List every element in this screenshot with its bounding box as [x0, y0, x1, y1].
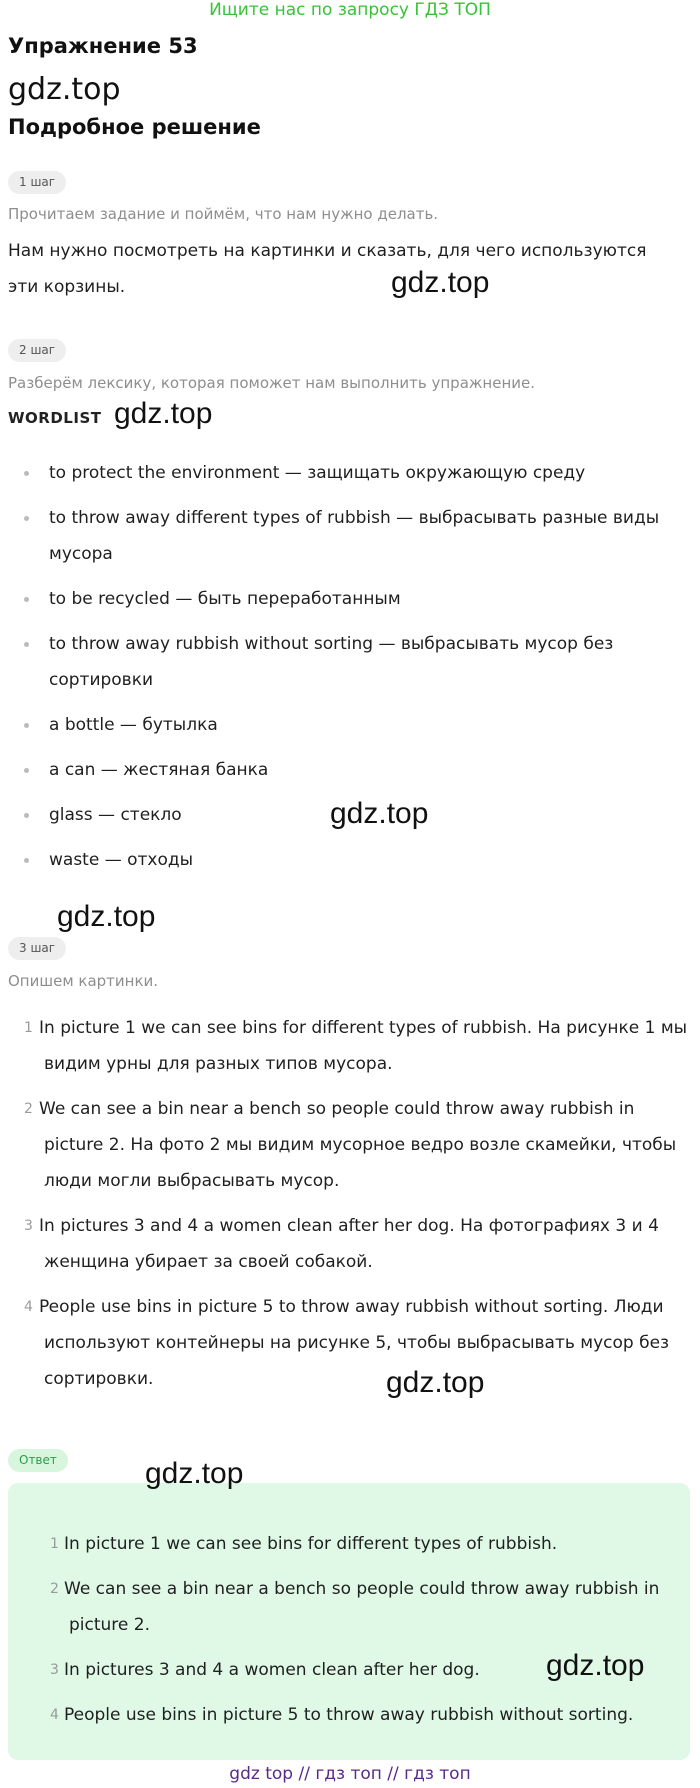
bullet-icon [24, 642, 29, 647]
list-item [0, 1208, 690, 1280]
item-text: We can see a bin near a bench so people could throw away rubbish in [64, 1579, 660, 1599]
word-entry: glass — стекло [49, 805, 182, 825]
watermark: gdz.top [57, 900, 156, 933]
item-number: 3 [50, 1662, 59, 1678]
item-text: People use bins in picture 5 to throw away rubbish without sorting. [64, 1705, 634, 1725]
item-number: 4 [50, 1707, 59, 1723]
bullet-icon [24, 858, 29, 863]
step-1-hint: Прочитаем задание и поймём, что нам нужно делать. [8, 205, 439, 223]
list-item [8, 1571, 668, 1643]
picture-descriptions [0, 1010, 690, 1406]
item-text: We can see a bin near a bench so people could throw away rubbish in picture [39, 1099, 635, 1155]
wordlist-label: WORDLIST [8, 409, 102, 427]
word-entry: waste — отходы [49, 850, 194, 870]
step-2-badge: 2 шаг [8, 339, 66, 362]
watermark: gdz.top [386, 1366, 485, 1399]
item-text: In picture 1 we can see bins for different types of rubbish. На рисунке 1 мы [39, 1018, 688, 1038]
step-1-badge: 1 шаг [8, 171, 66, 194]
word-entry: to throw away different types of rubbish — выбрасывать разные виды мусора [49, 508, 660, 564]
search-banner[interactable]: Ищите нас по запросу ГДЗ ТОП [209, 0, 491, 20]
solution-heading: Подробное решение [8, 115, 261, 139]
watermark: gdz.top [391, 266, 490, 299]
list-item [0, 1091, 690, 1199]
watermark: gdz.top [145, 1457, 244, 1490]
bullet-icon [24, 813, 29, 818]
item-number: 1 [50, 1536, 59, 1552]
item-text-cont: женщина убирает за своей собакой. [44, 1252, 373, 1272]
word-entry: to be recycled — быть переработанным [49, 589, 401, 609]
list-item [0, 455, 690, 491]
step-3-badge: 3 шаг [8, 937, 66, 960]
item-text: In pictures 3 and 4 a women clean after her dog. [64, 1660, 480, 1680]
watermark: gdz.top [330, 797, 429, 830]
answer-badge: Ответ [8, 1449, 68, 1472]
item-number: 2 [50, 1581, 59, 1597]
bullet-icon [24, 597, 29, 602]
item-number: 4 [24, 1299, 33, 1315]
list-item [8, 1697, 668, 1733]
answer-list [8, 1526, 668, 1742]
item-text: In pictures 3 and 4 a women clean after her dog. На фотографиях 3 и 4 [39, 1216, 659, 1236]
item-number: 1 [24, 1020, 33, 1036]
exercise-title: Упражнение 53 [8, 34, 198, 58]
list-item [0, 581, 690, 617]
item-text-cont: видим урны для разных типов мусора. [44, 1054, 393, 1074]
list-item [0, 1010, 690, 1082]
footer-links[interactable]: gdz top // гдз топ // гдз топ [229, 1764, 471, 1784]
list-item [0, 626, 690, 698]
item-text: In picture 1 we can see bins for different types of rubbish. [64, 1534, 558, 1554]
word-entry: a bottle — бутылка [49, 715, 218, 735]
item-text-cont: picture 2. [69, 1615, 150, 1635]
item-number: 3 [24, 1218, 33, 1234]
bullet-icon [24, 768, 29, 773]
list-item [8, 1526, 668, 1562]
bullet-icon [24, 516, 29, 521]
watermark: gdz.top [546, 1649, 645, 1682]
item-text-cont: используют контейнеры на рисунке 5, чтобы выбрасывать мусор без сортировки. [44, 1333, 670, 1389]
watermark: gdz.top [114, 397, 213, 430]
list-item [0, 1289, 690, 1397]
item-text-cont: 2. На фото 2 мы видим мусорное ведро возле скамейки, чтобы люди могли выбрасывать мусор. [44, 1135, 677, 1191]
list-item [0, 707, 690, 743]
word-entry: a can — жестяная банка [49, 760, 269, 780]
bullet-icon [24, 471, 29, 476]
list-item [0, 842, 690, 878]
item-text: People use bins in picture 5 to throw away rubbish without sorting. Люди [39, 1297, 664, 1317]
item-number: 2 [24, 1101, 33, 1117]
word-entry: to protect the environment — защищать окружающую среду [49, 463, 586, 483]
list-item [0, 752, 690, 788]
bullet-icon [24, 723, 29, 728]
step-1-text: Нам нужно посмотреть на картинки и сказать, для чего используются эти корзины. [8, 241, 647, 297]
step-3-hint: Опишем картинки. [8, 972, 159, 990]
word-entry: to throw away rubbish without sorting — выбрасывать мусор без сортировки [49, 634, 614, 690]
list-item [0, 500, 690, 572]
site-name: gdz.top [8, 72, 121, 107]
step-2-hint: Разберём лексику, которая поможет нам выполнить упражнение. [8, 374, 535, 392]
